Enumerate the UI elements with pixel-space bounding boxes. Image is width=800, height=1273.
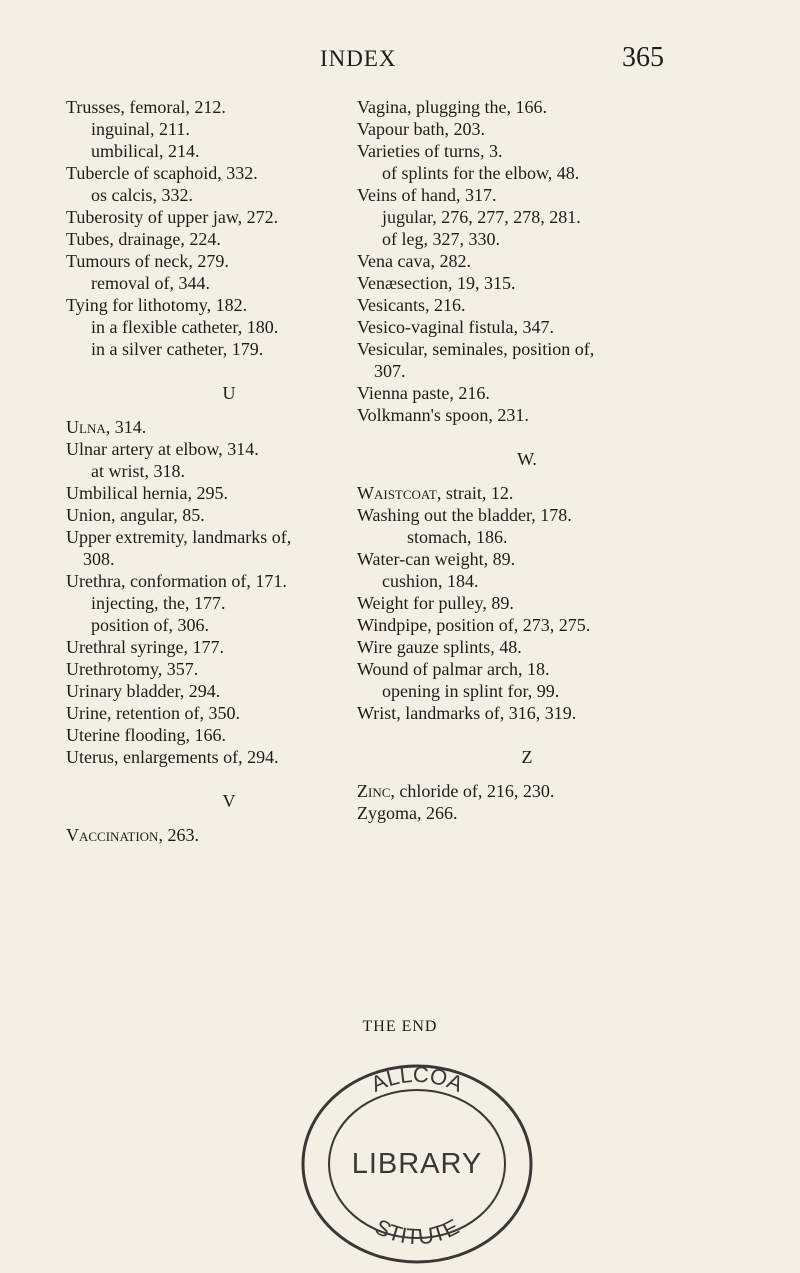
index-entry: Urine, retention of, 350.: [66, 703, 240, 723]
index-entry: umbilical, 214.: [91, 141, 200, 161]
index-entry: Zygoma, 266.: [357, 803, 458, 823]
index-entry: at wrist, 318.: [91, 461, 185, 481]
index-entry: in a silver catheter, 179.: [91, 339, 264, 359]
index-entry: Vesicular, seminales, position of,: [357, 339, 595, 359]
index-entry-head: Zinc,: [357, 781, 395, 801]
index-entry-head: Vaccination,: [66, 825, 163, 845]
index-entry: Vesicants, 216.: [357, 295, 466, 315]
index-entry: Tumours of neck, 279.: [66, 251, 229, 271]
index-entry: Upper extremity, landmarks of,: [66, 527, 292, 547]
index-entry: 308.: [83, 549, 115, 569]
library-stamp: [299, 1060, 535, 1266]
page-number: 365: [622, 42, 664, 73]
index-entry: Vagina, plugging the, 166.: [357, 97, 547, 117]
index-entry-rest: 263.: [162, 825, 199, 845]
index-entry: [357, 482, 697, 504]
index-entry: Tying for lithotomy, 182.: [66, 295, 248, 315]
index-section-letter: W.: [517, 449, 537, 469]
index-entry: Tubes, drainage, 224.: [66, 229, 221, 249]
index-entry: os calcis, 332.: [91, 185, 193, 205]
index-entry-rest: 314.: [110, 417, 147, 437]
stamp-library-text: LIBRARY: [351, 1148, 483, 1180]
index-entry-head: Ulna,: [66, 417, 111, 437]
index-entry: 307.: [374, 361, 406, 381]
index-entry: of splints for the elbow, 48.: [382, 163, 580, 183]
index-entry: Urethrotomy, 357.: [66, 659, 199, 679]
index-entry: Varieties of turns, 3.: [357, 141, 503, 161]
index-entry: Veins of hand, 317.: [357, 185, 497, 205]
index-entry: inguinal, 211.: [91, 119, 190, 139]
running-header-title: INDEX: [320, 46, 397, 71]
stamp-top-text: ALLCOA: [367, 1061, 467, 1097]
index-entry: of leg, 327, 330.: [382, 229, 500, 249]
index-entry: Weight for pulley, 89.: [357, 593, 514, 613]
index-entry: Urethral syringe, 177.: [66, 637, 224, 657]
stamp-bottom-text: STITUTE: [371, 1213, 463, 1250]
index-entry: Vena cava, 282.: [357, 251, 471, 271]
index-entry: Vapour bath, 203.: [357, 119, 485, 139]
index-entry: Windpipe, position of, 273, 275.: [357, 615, 591, 635]
index-entry: [357, 780, 697, 802]
index-entry: Tubercle of scaphoid, 332.: [66, 163, 258, 183]
index-entry: stomach, 186.: [407, 527, 508, 547]
index-entry: jugular, 276, 277, 278, 281.: [382, 207, 581, 227]
index-entry: Wound of palmar arch, 18.: [357, 659, 550, 679]
index-entry: Uterus, enlargements of, 294.: [66, 747, 279, 767]
index-entry: Volkmann's spoon, 231.: [357, 405, 529, 425]
index-entry: Urinary bladder, 294.: [66, 681, 221, 701]
index-entry-rest: chloride of, 216, 230.: [394, 781, 555, 801]
index-entry: position of, 306.: [91, 615, 210, 635]
the-end-text: THE END: [362, 1018, 438, 1035]
index-entry: Vienna paste, 216.: [357, 383, 490, 403]
index-entry: Union, angular, 85.: [66, 505, 205, 525]
index-entry: Vesico-vaginal fistula, 347.: [357, 317, 554, 337]
index-entry-head: Waistcoat,: [357, 483, 442, 503]
index-entry: Trusses, femoral, 212.: [66, 97, 226, 117]
index-entry: Uterine flooding, 166.: [66, 725, 226, 745]
index-entry: Water-can weight, 89.: [357, 549, 516, 569]
index-entry: in a flexible catheter, 180.: [91, 317, 279, 337]
index-entry: cushion, 184.: [382, 571, 479, 591]
index-entry: Ulnar artery at elbow, 314.: [66, 439, 259, 459]
index-section-letter: Z: [521, 747, 533, 767]
index-entry: Umbilical hernia, 295.: [66, 483, 228, 503]
index-entry: Venæsection, 19, 315.: [357, 273, 516, 293]
index-column-left: [66, 96, 392, 846]
index-section-letter: V: [222, 791, 236, 811]
index-column-right: [357, 96, 697, 824]
index-entry: Urethra, conformation of, 171.: [66, 571, 287, 591]
index-entry: Washing out the bladder, 178.: [357, 505, 572, 525]
index-entry: Wire gauze splints, 48.: [357, 637, 522, 657]
index-entry: opening in splint for, 99.: [382, 681, 560, 701]
index-entry: [66, 416, 392, 438]
index-entry: removal of, 344.: [91, 273, 210, 293]
index-entry: Wrist, landmarks of, 316, 319.: [357, 703, 577, 723]
index-entry: Tuberosity of upper jaw, 272.: [66, 207, 279, 227]
index-section-letter: U: [222, 383, 236, 403]
index-entry-rest: strait, 12.: [441, 483, 514, 503]
index-entry: injecting, the, 177.: [91, 593, 226, 613]
index-entry: [66, 824, 392, 846]
